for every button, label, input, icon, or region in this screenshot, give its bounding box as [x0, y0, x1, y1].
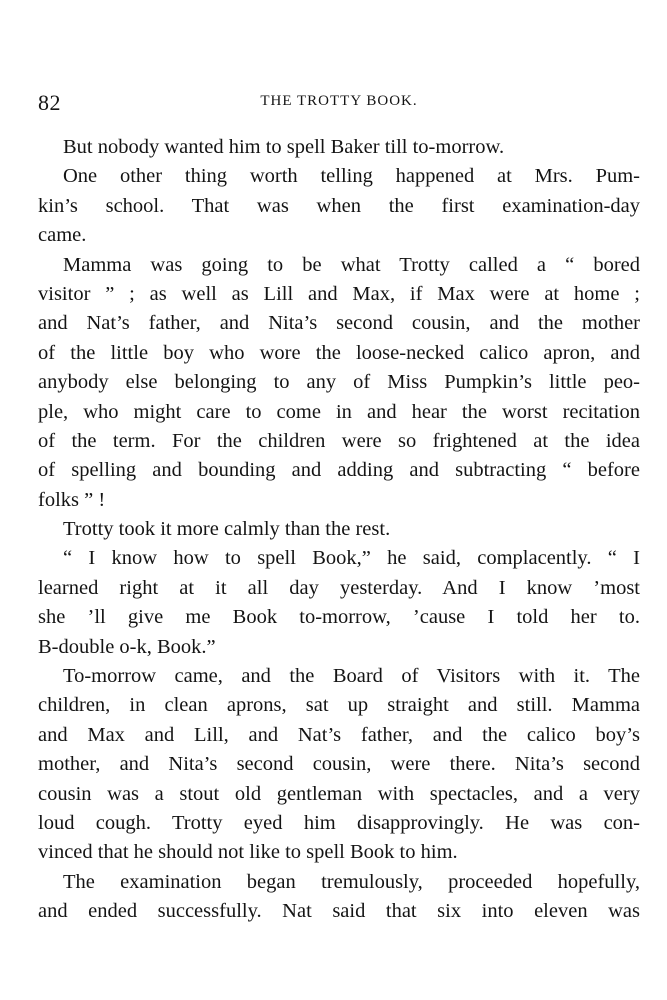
text-line: kin’s school. That was when the first examination-day [38, 194, 640, 217]
text-line: and Nat’s father, and Nita’s second cousin, and the mother [38, 312, 640, 335]
paragraph [38, 868, 640, 927]
text-line: B-double o-k, Book.” [38, 635, 216, 658]
paragraph [38, 251, 640, 516]
body-text [38, 133, 640, 927]
text-line: Trotty took it more calmly than the rest. [63, 518, 391, 541]
page-header [38, 90, 640, 116]
paragraph [38, 544, 640, 662]
paragraph [38, 515, 640, 544]
text-line: learned right at it all day yesterday. And I know ’most [38, 576, 640, 599]
text-line: she ’ll give me Book to-morrow, ’cause I told her to. [38, 606, 640, 629]
text-line: “ I know how to spell Book,” he said, complacently. “ I [63, 547, 640, 570]
text-line: of spelling and bounding and adding and subtracting “ before [38, 459, 640, 482]
text-line: and Max and Lill, and Nat’s father, and the calico boy’s [38, 723, 640, 746]
paragraph [38, 133, 640, 162]
text-line: of the term. For the children were so frightened at the idea [38, 429, 640, 452]
text-line: anybody else belonging to any of Miss Pumpkin’s little peo- [38, 371, 640, 394]
page-number: 82 [38, 90, 61, 115]
text-line: Mamma was going to be what Trotty called a “ bored [63, 253, 640, 276]
text-line: of the little boy who wore the loose-necked calico apron, and [38, 341, 640, 364]
text-line: One other thing worth telling happened at Mrs. Pum- [63, 165, 640, 188]
text-line: But nobody wanted him to spell Baker till to-morrow. [63, 136, 505, 158]
text-line: folks ” ! [38, 488, 106, 511]
text-line: To-morrow came, and the Board of Visitors with it. The [63, 665, 640, 688]
running-title: THE TROTTY BOOK. [260, 93, 418, 109]
text-line: vinced that he should not like to spell Book to him. [38, 841, 458, 864]
text-line: visitor ” ; as well as Lill and Max, if Max were at home ; [38, 282, 640, 305]
paragraph [38, 162, 640, 250]
text-line: The examination began tremulously, proceeded hopefully, [63, 870, 640, 893]
text-line: cousin was a stout old gentleman with spectacles, and a very [38, 782, 640, 805]
text-line: loud cough. Trotty eyed him disapprovingly. He was con- [38, 811, 640, 834]
text-line: mother, and Nita’s second cousin, were there. Nita’s second [38, 753, 640, 776]
text-line: and ended successfully. Nat said that six into eleven was [38, 900, 640, 923]
text-line: children, in clean aprons, sat up straight and still. Mamma [38, 694, 640, 717]
text-line: ple, who might care to come in and hear the worst recitation [38, 400, 640, 423]
paragraph [38, 662, 640, 868]
text-line: came. [38, 224, 87, 247]
